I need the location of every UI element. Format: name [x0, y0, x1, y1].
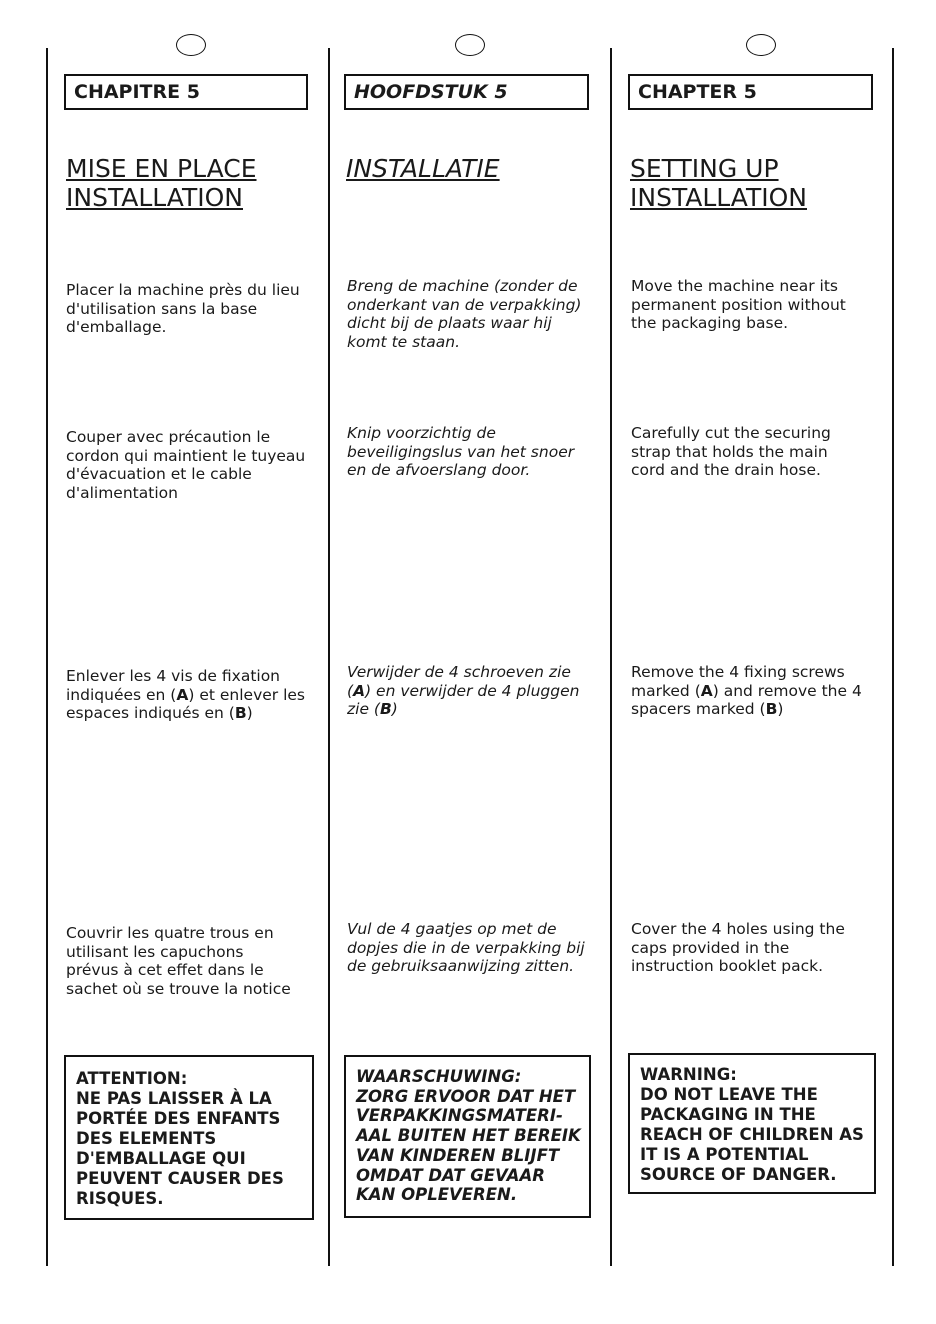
step-3-part-c: )	[777, 700, 784, 718]
marker-b: B	[765, 700, 778, 718]
step-4-text: Cover the 4 holes using the caps provided in the instruction booklet pack.	[631, 920, 845, 975]
column-french	[64, 0, 314, 1324]
column-divider-middle-right	[610, 48, 612, 1266]
step-2-text: Carefully cut the securing strap that holds the main cord and the drain hose.	[631, 424, 831, 479]
step-4-text: Vul de 4 gaatjes op met de dopjes die in de verpakking bij de gebruiksaanwijzing zitten.	[347, 920, 585, 975]
step-2-text: Knip voorzichtig de beveiligingslus van het snoer en de afvoerslang door.	[347, 424, 575, 479]
step-3-part-c: )	[246, 704, 253, 722]
language-circle-icon	[455, 34, 485, 56]
column-divider-left	[46, 48, 48, 1266]
step-1-text: Move the machine near its permanent position without the packaging base.	[631, 277, 846, 332]
warning-box: ATTENTION: NE PAS LAISSER À LA PORTÉE DES ENFANTS DES ELEMENTS D'EMBALLAGE QUI PEUVENT CAUSER DES RISQUES.	[64, 1055, 314, 1220]
step-3-part-b: ) et enlever les espaces indiqués en (	[66, 685, 306, 722]
marker-b: B	[234, 704, 247, 722]
section-heading: INSTALLATIE	[346, 154, 500, 183]
column-divider-middle-left	[328, 48, 330, 1266]
step-3-text	[66, 667, 312, 723]
language-circle-icon	[176, 34, 206, 56]
warning-box: WARNING: DO NOT LEAVE THE PACKAGING IN THE REACH OF CHILDREN AS IT IS A POTENTIAL SOURCE OF DANGER.	[628, 1053, 876, 1194]
step-3-part-b: ) en verwijder de 4 pluggen zie (	[347, 681, 580, 718]
language-circle-icon	[746, 34, 776, 56]
marker-a: A	[176, 685, 189, 704]
step-3-text	[347, 663, 595, 719]
step-3-part-b: ) and remove the 4 spacers marked (	[631, 681, 862, 718]
chapter-label: CHAPITRE 5	[64, 74, 308, 110]
marker-a: A	[353, 681, 366, 700]
marker-a: A	[700, 681, 713, 700]
chapter-label: HOOFDSTUK 5	[344, 74, 589, 110]
marker-b: B	[379, 700, 392, 718]
step-3-part-a: Enlever les 4 vis de fixation indiquées en (	[66, 667, 281, 704]
column-dutch	[344, 0, 594, 1324]
column-english	[628, 0, 878, 1324]
step-1-text: Breng de machine (zonder de onderkant van de verpakking) dicht bij de plaats waar hij komt te staan.	[347, 277, 582, 351]
section-heading: SETTING UP INSTALLATION	[630, 154, 807, 212]
section-heading: MISE EN PLACE INSTALLATION	[66, 154, 257, 212]
warning-box: WAARSCHUWING: ZORG ERVOOR DAT HET VERPAKKINGSMATERI-AAL BUITEN HET BEREIK VAN KINDEREN BLIJFT OMDAT DAT GEVAAR KAN OPLEVEREN.	[344, 1055, 591, 1218]
step-3-part-a: Remove the 4 fixing screws marked (	[631, 663, 845, 700]
step-4-text: Couvrir les quatre trous en utilisant les capuchons prévus à cet effet dans le sachet où se trouve la notice	[66, 924, 291, 998]
step-1-text: Placer la machine près du lieu d'utilisation sans la base d'emballage.	[66, 281, 300, 336]
column-divider-right	[892, 48, 894, 1266]
step-3-text	[631, 663, 879, 719]
step-3-part-a: Verwijder de 4 schroeven zie (	[347, 663, 571, 700]
step-2-text: Couper avec précaution le cordon qui maintient le tuyeau d'évacuation et le cable d'alimentation	[66, 428, 306, 502]
chapter-label: CHAPTER 5	[628, 74, 873, 110]
step-3-part-c: )	[391, 700, 398, 718]
